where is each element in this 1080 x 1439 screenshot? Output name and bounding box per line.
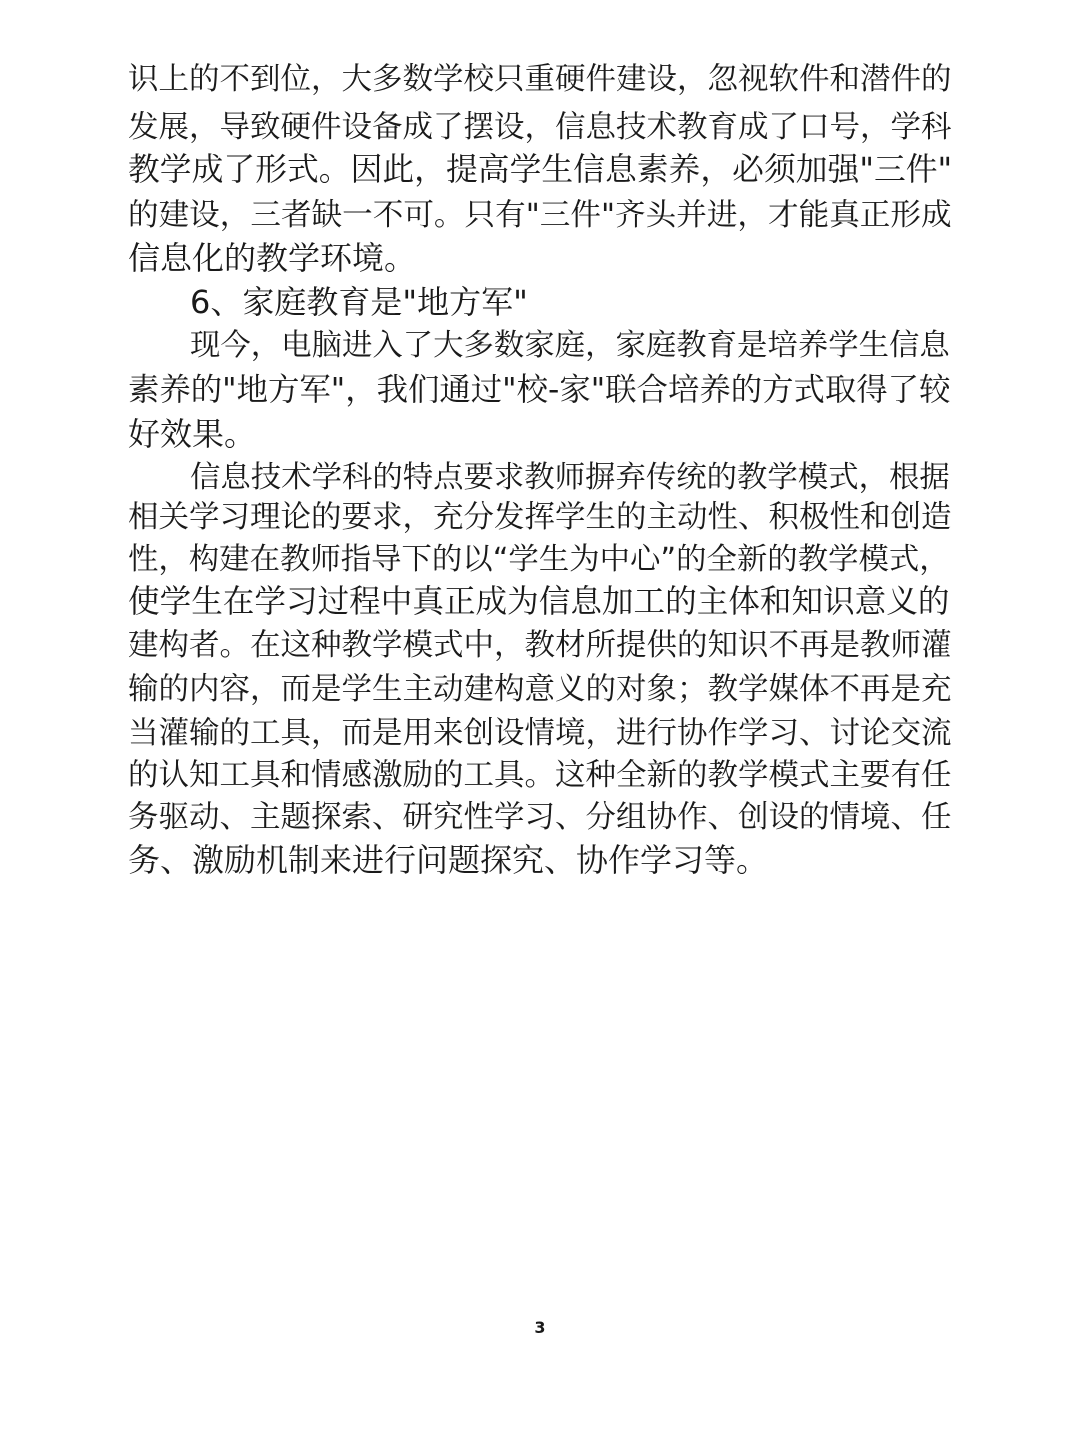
- text-line: 性，构建在教师指导下的以“学生为中心”的全新的教学模式，: [128, 542, 950, 577]
- text-line: 的认知工具和情感激励的工具。这种全新的教学模式主要有任: [128, 758, 952, 793]
- text-line: 建构者。在这种教学模式中，教材所提供的知识不再是教师灌: [128, 628, 952, 663]
- text-line: 现今，电脑进入了大多数家庭，家庭教育是培养学生信息: [190, 328, 950, 363]
- text-line: 当灌输的工具，而是用来创设情境，进行协作学习、讨论交流: [128, 716, 952, 751]
- page-number: 3: [534, 1318, 546, 1337]
- section-heading: 6、家庭教育是"地方军": [190, 283, 528, 321]
- text-line: 识上的不到位，大多数学校只重硬件建设，忽视软件和潜件的: [128, 62, 952, 97]
- text-line: 使学生在学习过程中真正成为信息加工的主体和知识意义的: [128, 584, 950, 620]
- text-line: 发展，导致硬件设备成了摆设，信息技术教育成了口号，学科: [128, 110, 952, 145]
- text-line: 相关学习理论的要求，充分发挥学生的主动性、积极性和创造: [128, 500, 952, 535]
- text-line: 务、激励机制来进行问题探究、协作学习等。: [128, 841, 769, 879]
- text-line: 务驱动、主题探索、研究性学习、分组协作、创设的情境、任: [128, 800, 952, 835]
- text-line: 的建设，三者缺一不可。只有"三件"齐头并进，才能真正形成: [128, 198, 952, 233]
- text-line: 输的内容，而是学生主动建构意义的对象；教学媒体不再是充: [128, 672, 952, 707]
- text-line: 素养的"地方军"，我们通过"校-家"联合培养的方式取得了较: [128, 372, 951, 408]
- text-line: 信息技术学科的特点要求教师摒弃传统的教学模式，根据: [190, 460, 950, 495]
- text-line: 信息化的教学环境。: [128, 239, 417, 277]
- text-line: 教学成了形式。因此，提高学生信息素养，必须加强"三件": [128, 151, 953, 188]
- text-line: 好效果。: [128, 415, 257, 453]
